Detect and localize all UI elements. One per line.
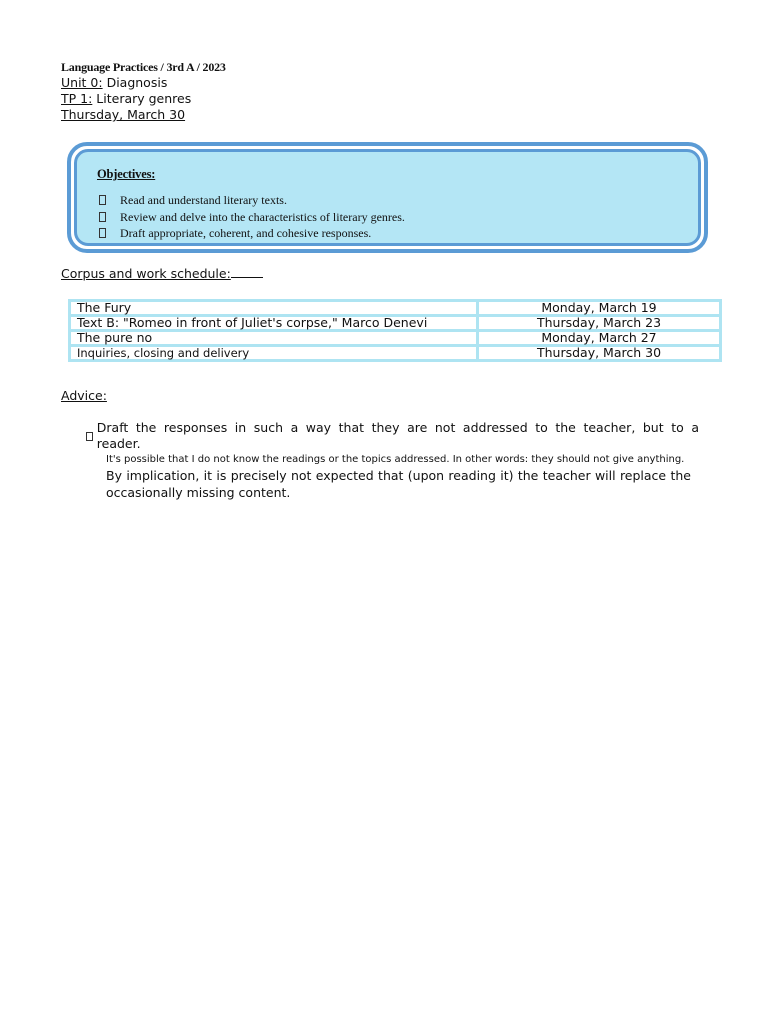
table-row	[70, 331, 721, 346]
advice-continuation: By implication, it is precisely not expected that (upon reading it) the teacher will replace the occasionally missing content.	[106, 468, 691, 500]
document-header	[61, 59, 226, 123]
objective-item	[97, 225, 698, 242]
objectives-panel	[74, 149, 701, 246]
objectives-list	[97, 192, 698, 242]
corpus-label: Corpus and work schedule:	[61, 266, 231, 281]
checkbox-bullet-icon	[99, 212, 106, 222]
reading-date-cell: Monday, March 19	[478, 301, 721, 316]
objective-item	[97, 192, 698, 209]
reading-date-cell: Monday, March 27	[478, 331, 721, 346]
advice-heading: Advice:	[61, 388, 107, 403]
table-row	[70, 316, 721, 331]
unit-value: Diagnosis	[102, 75, 168, 90]
tp-label: TP 1:	[61, 91, 93, 106]
objectives-title: Objectives:	[97, 167, 156, 181]
document-date: Thursday, March 30	[61, 107, 186, 122]
reading-date-cell: Thursday, March 30	[478, 346, 721, 361]
reading-title-cell: Text B: "Romeo in front of Juliet's corpse," Marco Denevi	[70, 316, 478, 331]
schedule-table	[68, 299, 722, 362]
corpus-heading	[61, 266, 263, 281]
checkbox-bullet-icon	[86, 432, 93, 441]
underline-blank	[231, 267, 263, 278]
advice-note: It's possible that I do not know the readings or the topics addressed. In other words: they should not give anything.	[106, 454, 685, 465]
unit-label: Unit 0:	[61, 75, 103, 90]
objective-text: Read and understand literary texts.	[120, 193, 287, 207]
reading-title-cell: The pure no	[70, 331, 478, 346]
checkbox-bullet-icon	[99, 195, 106, 205]
objective-text: Draft appropriate, coherent, and cohesive responses.	[120, 226, 372, 240]
advice-item	[86, 420, 719, 452]
reading-date-cell: Thursday, March 23	[478, 316, 721, 331]
advice-block	[86, 420, 719, 501]
tp-line	[61, 91, 226, 107]
tp-value: Literary genres	[92, 91, 192, 106]
objective-item	[97, 209, 698, 226]
course-title: Language Practices / 3rd A / 2023	[61, 60, 226, 74]
checkbox-bullet-icon	[99, 228, 106, 238]
reading-title-cell: The Fury	[70, 301, 478, 316]
objectives-box	[67, 142, 708, 253]
advice-first-line: Draft the responses in such a way that they are not addressed to the teacher, but to a reader.	[96, 420, 699, 451]
unit-line	[61, 75, 226, 91]
reading-title-cell: Inquiries, closing and delivery	[70, 346, 478, 361]
table-row	[70, 301, 721, 316]
table-row	[70, 346, 721, 361]
objective-text: Review and delve into the characteristics of literary genres.	[120, 209, 405, 224]
